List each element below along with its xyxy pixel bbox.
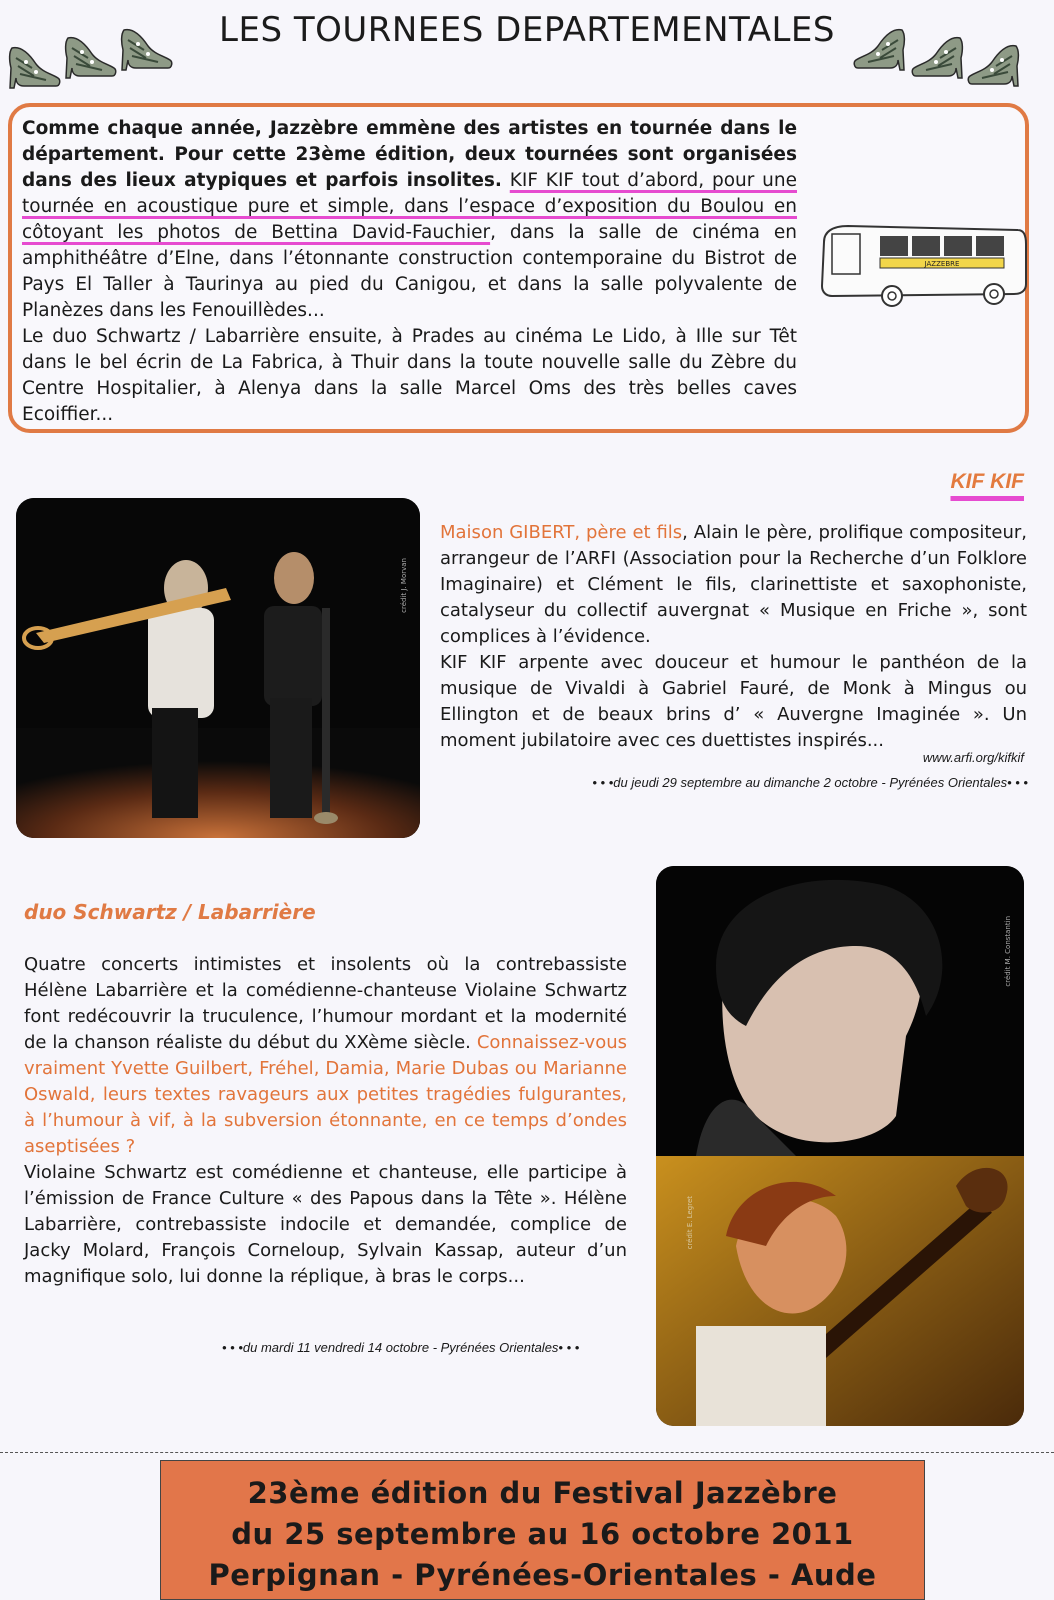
kif-paragraph-2: KIF KIF arpente avec douceur et humour le panthéon de la musique de Vivaldi à Gabriel Fauré, de Monk à Mingus ou Ellington et de beaux brins d’ « Auvergne Imaginée ». Un moment jubilatoire avec ces duettistes inspirés... bbox=[440, 652, 1027, 751]
banner-line-2: du 25 septembre au 16 octobre 2011 bbox=[231, 1517, 854, 1551]
kif-paragraph-1: , Alain le père, prolifique compositeur, arrangeur de l’ARFI (Association pour la Recherche d’un Folklore Imaginaire) et Clément le fils, clarinettiste et saxophoniste, catalyseur du collectif auvergnat « Musique en Friche », sont complices à l’évidence. bbox=[440, 522, 1027, 647]
intro-highlight: KIF KIF tout d’abord, pour une tournée en acoustique pure et simple, dans l’espace d’exposition du Boulou en côtoyant les photos de Bettina David-Fauchier bbox=[22, 170, 797, 243]
duo-dates: • • •du mardi 11 vendredi 14 octobre - Pyrénées Orientales• • • bbox=[222, 1340, 580, 1355]
intro-bold: Comme chaque année, Jazzèbre emmène des artistes en tournée dans le département. Pour cette 23ème édition, deux tournées sont organisées dans des lieux atypiques et parfois insolites. bbox=[22, 118, 797, 191]
intro-rest: , dans la salle de cinéma en amphithéâtre d’Elne, dans l’étonnante construction contemporaine du Bistrot de Pays El Taller à Taurinya au pied du Canigou, et dans la salle polyvalente de Planèzes dans les Fenouillèdes... bbox=[22, 222, 797, 321]
photo-credit-bottom: crédit E. Legret bbox=[686, 1196, 694, 1250]
duo-photo-image bbox=[656, 866, 1024, 1426]
kif-text bbox=[440, 520, 1027, 754]
bus-icon bbox=[818, 222, 1030, 312]
duo-photo bbox=[656, 866, 1024, 1426]
shoe-icon bbox=[62, 28, 118, 84]
duo-paragraph-2: Violaine Schwartz est comédienne et chanteuse, elle participe à l’émission de France Culture « des Papous dans la Tête ». Hélène Labarrière, contrebassiste indocile et demandée, complice de Jacky Molard, François Corneloup, Sylvain Kassap, auteur d’un magnifique solo, lui donne la réplique, à bras le corps... bbox=[24, 1162, 627, 1287]
kifkif-photo bbox=[16, 498, 420, 838]
kifkif-photo-image bbox=[16, 498, 420, 838]
duo-text bbox=[24, 952, 627, 1290]
festival-banner bbox=[160, 1460, 925, 1600]
intro-paragraph-2: Le duo Schwartz / Labarrière ensuite, à Prades au cinéma Le Lido, à Ille sur Têt dans le bel écrin de La Fabrica, à Thuir dans la toute nouvelle salle du Zèbre du Centre Hospitalier, à Alenya dans la salle Marcel Oms des très belles caves Ecoiffier... bbox=[22, 326, 797, 425]
kif-lead: Maison GIBERT, père et fils bbox=[440, 522, 683, 543]
kif-url: www.arfi.org/kifkif bbox=[922, 750, 1024, 765]
intro-text bbox=[22, 116, 797, 428]
duo-orange-text: Connaissez-vous vraiment Yvette Guilbert, Fréhel, Damia, Marie Dubas ou Marianne Oswald, leurs textes ravageurs aux petites tragédies fulgurantes, à l’humour à vif, à la subversion étonnante, en ce temps d’ondes aseptisées ? bbox=[24, 1032, 627, 1157]
shoe-icon bbox=[118, 20, 174, 76]
kif-heading: KIF KIF bbox=[950, 470, 1024, 493]
duo-heading: duo Schwartz / Labarrière bbox=[24, 900, 316, 924]
shoe-icon bbox=[6, 38, 62, 94]
shoe-icon bbox=[852, 20, 908, 76]
page-title: LES TOURNEES DEPARTEMENTALES bbox=[219, 10, 835, 50]
bus-sign: JAZZEBRE bbox=[924, 260, 960, 268]
photo-credit: crédit J. Morvan bbox=[400, 558, 408, 613]
photo-credit-top: crédit M. Constantin bbox=[1004, 916, 1012, 987]
duo-paragraph-1: Quatre concerts intimistes et insolents où la contrebassiste Hélène Labarrière et la comédienne-chanteuse Violaine Schwartz font redécouvrir la truculence, l’humour mordant et la modernité de la chanson réaliste du début du XXème siècle. bbox=[24, 954, 627, 1053]
divider bbox=[0, 1452, 1054, 1453]
shoe-icon bbox=[910, 28, 966, 84]
shoe-icon bbox=[966, 36, 1022, 92]
banner-line-3: Perpignan - Pyrénées-Orientales - Aude bbox=[208, 1558, 877, 1592]
banner-line-1: 23ème édition du Festival Jazzèbre bbox=[247, 1476, 838, 1510]
kif-dates: • • •du jeudi 29 septembre au dimanche 2 octobre - Pyrénées Orientales• • • bbox=[592, 775, 1028, 790]
